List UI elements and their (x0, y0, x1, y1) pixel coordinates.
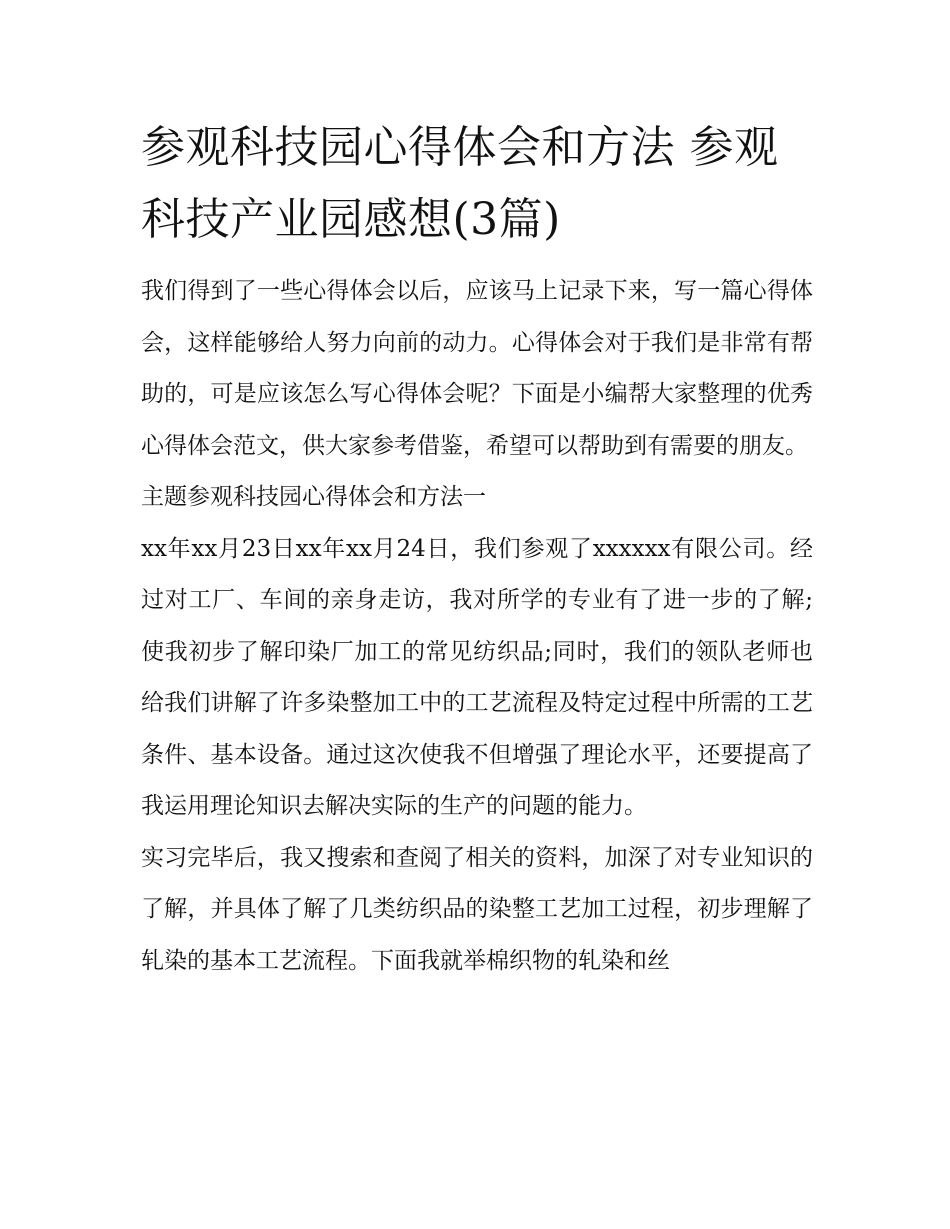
intro-paragraph: 我们得到了一些心得体会以后，应该马上记录下来，写一篇心得体会，这样能够给人努力向前的动力。心得体会对于我们是非常有帮助的，可是应该怎么写心得体会呢？下面是小编帮大家整理的优秀心得体会范文，供大家参考借鉴，希望可以帮助到有需要的朋友。 (141, 278, 813, 459)
document-page (141, 112, 813, 987)
body-paragraph-2: 实习完毕后，我又搜索和查阅了相关的资料，加深了对专业知识的了解，并具体了解了几类纺织品的染整工艺加工过程，初步理解了轧染的基本工艺流程。下面我就举棉织物的轧染和丝 (141, 844, 813, 974)
body-paragraph-1: xx年xx月23日xx年xx月24日，我们参观了xxxxxx有限公司。经过对工厂、车间的亲身走访，我对所学的专业有了进一步的了解;使我初步了解印染厂加工的常见纺织品;同时，我们的领队老师也给我们讲解了许多染整加工中的工艺流程及特定过程中所需的工艺条件、基本设备。通过这次使我不但增强了理论水平，还要提高了我运用理论知识去解决实际的生产的问题的能力。 (141, 535, 813, 819)
section-heading: 主题参观科技园心得体会和方法一 (141, 484, 486, 510)
document-title: 参观科技园心得体会和方法 参观科技产业园感想(3篇) (141, 122, 779, 245)
